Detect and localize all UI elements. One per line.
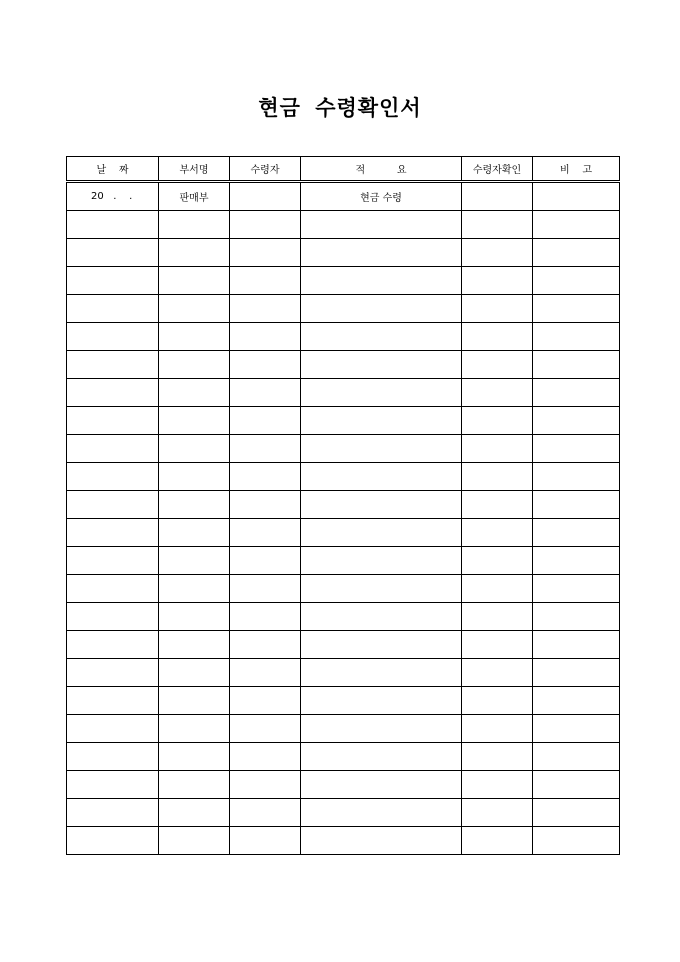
department-cell[interactable]: [159, 659, 230, 687]
department-cell[interactable]: [159, 379, 230, 407]
department-cell[interactable]: [159, 491, 230, 519]
summary-cell[interactable]: [301, 323, 462, 351]
remarks-cell[interactable]: [533, 491, 620, 519]
summary-cell[interactable]: [301, 491, 462, 519]
summary-cell[interactable]: [301, 771, 462, 799]
summary-cell[interactable]: [301, 239, 462, 267]
confirmation-cell[interactable]: [462, 323, 533, 351]
summary-cell[interactable]: [301, 603, 462, 631]
table-row: [67, 715, 620, 743]
table-row: [67, 799, 620, 827]
recipient-cell[interactable]: [230, 295, 301, 323]
recipient-cell[interactable]: [230, 799, 301, 827]
department-cell[interactable]: [159, 799, 230, 827]
confirmation-cell[interactable]: [462, 182, 533, 211]
summary-cell[interactable]: [301, 715, 462, 743]
summary-cell[interactable]: [301, 575, 462, 603]
table-row: [67, 295, 620, 323]
summary-cell[interactable]: [301, 379, 462, 407]
department-cell[interactable]: [159, 547, 230, 575]
summary-cell[interactable]: [301, 799, 462, 827]
summary-cell[interactable]: [301, 687, 462, 715]
recipient-cell[interactable]: [230, 491, 301, 519]
date-cell[interactable]: [67, 631, 159, 659]
table-row: [67, 687, 620, 715]
table-row: [67, 631, 620, 659]
department-cell[interactable]: [159, 239, 230, 267]
confirmation-cell[interactable]: [462, 659, 533, 687]
header-summary: 적 요: [301, 157, 462, 182]
confirmation-cell[interactable]: [462, 575, 533, 603]
remarks-cell[interactable]: [533, 379, 620, 407]
table-row: [67, 182, 620, 211]
confirmation-cell[interactable]: [462, 211, 533, 239]
department-cell[interactable]: [159, 463, 230, 491]
date-cell[interactable]: [67, 575, 159, 603]
date-cell[interactable]: [67, 239, 159, 267]
summary-cell[interactable]: [301, 519, 462, 547]
table-row: [67, 211, 620, 239]
date-cell[interactable]: [67, 491, 159, 519]
date-cell[interactable]: [67, 407, 159, 435]
recipient-cell[interactable]: [230, 603, 301, 631]
recipient-cell[interactable]: [230, 239, 301, 267]
remarks-cell[interactable]: [533, 659, 620, 687]
summary-cell[interactable]: [301, 463, 462, 491]
date-cell[interactable]: [67, 771, 159, 799]
department-cell[interactable]: [159, 743, 230, 771]
department-cell[interactable]: [159, 295, 230, 323]
date-cell[interactable]: [67, 295, 159, 323]
confirmation-cell[interactable]: [462, 799, 533, 827]
remarks-cell[interactable]: [533, 239, 620, 267]
header-date: 날 짜: [67, 157, 159, 182]
remarks-cell[interactable]: [533, 323, 620, 351]
confirmation-cell[interactable]: [462, 379, 533, 407]
date-cell[interactable]: [67, 603, 159, 631]
recipient-cell[interactable]: [230, 631, 301, 659]
confirmation-cell[interactable]: [462, 603, 533, 631]
date-cell[interactable]: [67, 351, 159, 379]
confirmation-cell[interactable]: [462, 631, 533, 659]
department-cell[interactable]: [159, 575, 230, 603]
document-title: 현금 수령확인서: [258, 96, 422, 120]
date-cell[interactable]: [67, 547, 159, 575]
summary-cell[interactable]: [301, 435, 462, 463]
table-row: [67, 519, 620, 547]
department-cell[interactable]: [159, 519, 230, 547]
table-row: [67, 491, 620, 519]
remarks-cell[interactable]: [533, 267, 620, 295]
remarks-cell[interactable]: [533, 799, 620, 827]
remarks-cell[interactable]: [533, 295, 620, 323]
remarks-cell[interactable]: [533, 211, 620, 239]
date-cell[interactable]: [67, 463, 159, 491]
table-row: [67, 323, 620, 351]
confirmation-cell[interactable]: [462, 239, 533, 267]
summary-cell[interactable]: [301, 827, 462, 855]
recipient-cell[interactable]: [230, 771, 301, 799]
recipient-cell[interactable]: [230, 323, 301, 351]
department-cell[interactable]: [159, 827, 230, 855]
table-row: [67, 575, 620, 603]
recipient-cell[interactable]: [230, 463, 301, 491]
remarks-cell[interactable]: [533, 435, 620, 463]
confirmation-cell[interactable]: [462, 743, 533, 771]
summary-cell[interactable]: [301, 295, 462, 323]
confirmation-cell[interactable]: [462, 351, 533, 379]
remarks-cell[interactable]: [533, 603, 620, 631]
confirmation-cell[interactable]: [462, 267, 533, 295]
table-row: [67, 435, 620, 463]
remarks-cell[interactable]: [533, 182, 620, 211]
recipient-cell[interactable]: [230, 547, 301, 575]
header-recipient-confirmation: 수령자확인: [462, 157, 533, 182]
recipient-cell[interactable]: [230, 211, 301, 239]
table-row: [67, 463, 620, 491]
summary-cell[interactable]: [301, 659, 462, 687]
header-department: 부서명: [159, 157, 230, 182]
summary-cell[interactable]: [301, 351, 462, 379]
confirmation-cell[interactable]: [462, 547, 533, 575]
date-cell[interactable]: [67, 715, 159, 743]
summary-cell[interactable]: [301, 407, 462, 435]
remarks-cell[interactable]: [533, 715, 620, 743]
table-row: [67, 379, 620, 407]
department-cell[interactable]: [159, 407, 230, 435]
recipient-cell[interactable]: [230, 182, 301, 211]
date-cell[interactable]: [67, 687, 159, 715]
date-cell[interactable]: [67, 211, 159, 239]
remarks-cell[interactable]: [533, 519, 620, 547]
remarks-cell[interactable]: [533, 687, 620, 715]
recipient-cell[interactable]: [230, 379, 301, 407]
summary-cell[interactable]: [301, 547, 462, 575]
confirmation-cell[interactable]: [462, 715, 533, 743]
department-cell[interactable]: [159, 211, 230, 239]
table-header-row: [67, 157, 620, 182]
recipient-cell[interactable]: [230, 743, 301, 771]
date-cell[interactable]: [67, 743, 159, 771]
table-row: [67, 659, 620, 687]
table-row: [67, 267, 620, 295]
confirmation-cell[interactable]: [462, 491, 533, 519]
recipient-cell[interactable]: [230, 827, 301, 855]
confirmation-cell[interactable]: [462, 519, 533, 547]
remarks-cell[interactable]: [533, 575, 620, 603]
recipient-cell[interactable]: [230, 687, 301, 715]
recipient-cell[interactable]: [230, 715, 301, 743]
summary-cell[interactable]: [301, 743, 462, 771]
remarks-cell[interactable]: [533, 407, 620, 435]
table-row: [67, 771, 620, 799]
department-cell[interactable]: [159, 715, 230, 743]
header-recipient: 수령자: [230, 157, 301, 182]
department-cell[interactable]: [159, 631, 230, 659]
table-row: [67, 603, 620, 631]
confirmation-cell[interactable]: [462, 687, 533, 715]
department-cell[interactable]: [159, 351, 230, 379]
date-cell[interactable]: [67, 323, 159, 351]
remarks-cell[interactable]: [533, 743, 620, 771]
recipient-cell[interactable]: [230, 575, 301, 603]
department-cell[interactable]: [159, 323, 230, 351]
department-cell[interactable]: [159, 435, 230, 463]
remarks-cell[interactable]: [533, 547, 620, 575]
department-cell[interactable]: [159, 771, 230, 799]
date-cell[interactable]: [67, 827, 159, 855]
summary-cell[interactable]: 현금 수령: [301, 182, 462, 211]
date-cell[interactable]: [67, 267, 159, 295]
confirmation-cell[interactable]: [462, 771, 533, 799]
date-cell[interactable]: [67, 799, 159, 827]
summary-cell[interactable]: [301, 267, 462, 295]
remarks-cell[interactable]: [533, 631, 620, 659]
date-cell[interactable]: [67, 519, 159, 547]
table-row: [67, 547, 620, 575]
remarks-cell[interactable]: [533, 351, 620, 379]
table-row: [67, 239, 620, 267]
confirmation-cell[interactable]: [462, 463, 533, 491]
remarks-cell[interactable]: [533, 463, 620, 491]
date-cell[interactable]: [67, 379, 159, 407]
date-cell[interactable]: [67, 659, 159, 687]
confirmation-cell[interactable]: [462, 827, 533, 855]
recipient-cell[interactable]: [230, 435, 301, 463]
date-cell[interactable]: [67, 435, 159, 463]
table-row: [67, 827, 620, 855]
confirmation-cell[interactable]: [462, 407, 533, 435]
confirmation-cell[interactable]: [462, 435, 533, 463]
department-cell[interactable]: [159, 687, 230, 715]
summary-cell[interactable]: [301, 211, 462, 239]
date-cell[interactable]: 20 . .: [67, 182, 159, 211]
remarks-cell[interactable]: [533, 827, 620, 855]
department-cell[interactable]: [159, 267, 230, 295]
table-row: [67, 407, 620, 435]
table-row: [67, 743, 620, 771]
recipient-cell[interactable]: [230, 659, 301, 687]
remarks-cell[interactable]: [533, 771, 620, 799]
recipient-cell[interactable]: [230, 407, 301, 435]
department-cell[interactable]: [159, 603, 230, 631]
table-row: [67, 351, 620, 379]
recipient-cell[interactable]: [230, 267, 301, 295]
recipient-cell[interactable]: [230, 351, 301, 379]
header-remarks: 비 고: [533, 157, 620, 182]
department-cell[interactable]: 판매부: [159, 182, 230, 211]
summary-cell[interactable]: [301, 631, 462, 659]
receipt-ledger-table: [66, 156, 620, 855]
confirmation-cell[interactable]: [462, 295, 533, 323]
recipient-cell[interactable]: [230, 519, 301, 547]
